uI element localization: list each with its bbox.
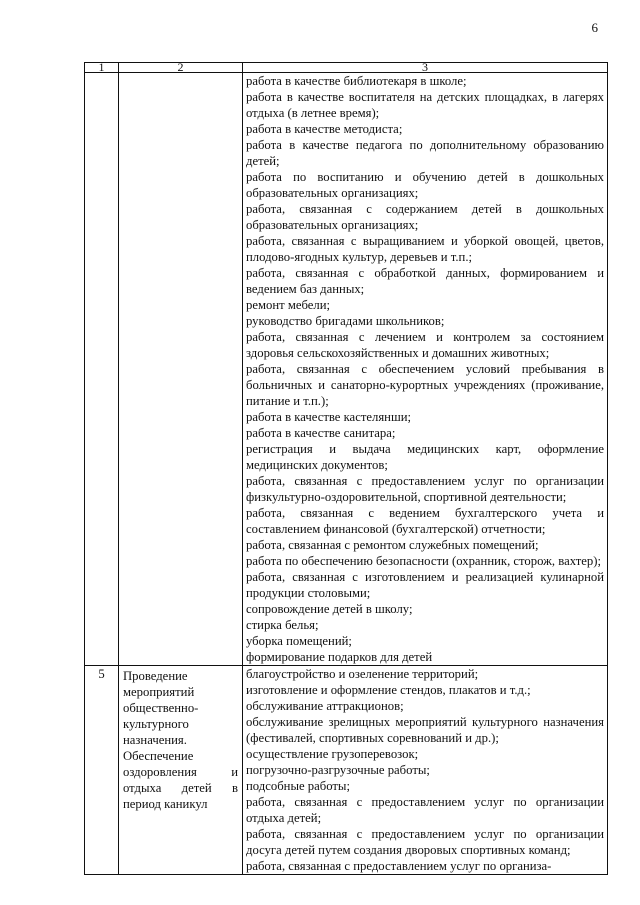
work-types-cell bbox=[243, 666, 608, 875]
work-type-item: руководство бригадами школьников; bbox=[246, 314, 445, 328]
table-row bbox=[85, 73, 608, 666]
work-type-item: подсобные работы; bbox=[246, 779, 350, 793]
table-row bbox=[85, 666, 608, 875]
work-type-item: изготовление и оформление стендов, плакатов и т.д.; bbox=[246, 683, 531, 697]
row-number-cell bbox=[85, 73, 119, 666]
activities-table bbox=[84, 62, 608, 875]
work-type-item: осуществление грузоперевозок; bbox=[246, 747, 419, 761]
activity-cell: Проведение мероприятий общественно-культурного назначения. Обеспечение оздоровления и отдыха детей в период каникул bbox=[119, 666, 243, 875]
header-col-3: 3 bbox=[243, 63, 608, 73]
work-type-item: обслуживание аттракционов; bbox=[246, 699, 404, 713]
table-header-row bbox=[85, 63, 608, 73]
work-type-item: стирка белья; bbox=[246, 618, 319, 632]
header-col-2: 2 bbox=[119, 63, 243, 73]
work-type-item: ремонт мебели; bbox=[246, 298, 331, 312]
page-number: 6 bbox=[591, 20, 598, 35]
work-type-item: работа, связанная с предоставлением услуг по организации отдыха детей; bbox=[246, 795, 604, 825]
work-type-item: работа в качестве санитара; bbox=[246, 426, 396, 440]
work-type-item: работа в качестве кастелянши; bbox=[246, 410, 412, 424]
activity-cell bbox=[119, 73, 243, 666]
work-type-item: благоустройство и озеленение территорий; bbox=[246, 667, 479, 681]
work-type-item: сопровождение детей в школу; bbox=[246, 602, 413, 616]
work-type-item: погрузочно-разгрузочные работы; bbox=[246, 763, 430, 777]
work-type-item: работа в качестве педагога по дополнительному образованию детей; bbox=[246, 138, 604, 168]
work-type-item: работа в качестве методиста; bbox=[246, 122, 403, 136]
row-number-cell: 5 bbox=[85, 666, 119, 875]
work-type-item: работа, связанная с предоставлением услуг по организации физкультурно-оздоровительной, спортивной деятельности; bbox=[246, 474, 604, 504]
work-type-item: уборка помещений; bbox=[246, 634, 352, 648]
work-type-item: работа по обеспечению безопасности (охранник, сторож, вахтер); bbox=[246, 554, 602, 568]
work-type-item: обслуживание зрелищных мероприятий культурного назначения (фестивалей, спортивных соревнований и др.); bbox=[246, 715, 604, 745]
work-type-item: работа, связанная с лечением и контролем за состоянием здоровья сельскохозяйственных и домашних животных; bbox=[246, 330, 604, 360]
work-type-item: работа, связанная с предоставлением услуг по организации досуга детей путем создания дворовых спортивных команд; bbox=[246, 827, 604, 857]
work-type-item: работа, связанная с выращиванием и уборкой овощей, цветов, плодово-ягодных культур, деревьев и т.п.; bbox=[246, 234, 604, 264]
work-type-item: работа, связанная с ведением бухгалтерского учета и составлением финансовой (бухгалтерской) отчетности; bbox=[246, 506, 604, 536]
work-type-item: работа в качестве библиотекаря в школе; bbox=[246, 74, 467, 88]
work-type-item: формирование подарков для детей bbox=[246, 650, 433, 664]
work-type-item: работа, связанная с содержанием детей в дошкольных образовательных организациях; bbox=[246, 202, 604, 232]
work-type-item: работа в качестве воспитателя на детских площадках, в лагерях отдыха (в летнее время); bbox=[246, 90, 604, 120]
work-type-item: работа, связанная с обеспечением условий пребывания в больничных и санаторно-курортных учреждениях (проживание, питание и т.п.); bbox=[246, 362, 604, 408]
header-col-1: 1 bbox=[85, 63, 119, 73]
work-type-item: работа по воспитанию и обучению детей в дошкольных образовательных организациях; bbox=[246, 170, 604, 200]
work-type-item: работа, связанная с обработкой данных, формированием и ведением баз данных; bbox=[246, 266, 604, 296]
work-type-item: работа, связанная с ремонтом служебных помещений; bbox=[246, 538, 539, 552]
work-type-item: работа, связанная с предоставлением услуг по организа- bbox=[246, 859, 552, 873]
work-type-item: регистрация и выдача медицинских карт, оформление медицинских документов; bbox=[246, 442, 604, 472]
work-type-item: работа, связанная с изготовлением и реализацией кулинарной продукции столовыми; bbox=[246, 570, 604, 600]
work-types-cell bbox=[243, 73, 608, 666]
